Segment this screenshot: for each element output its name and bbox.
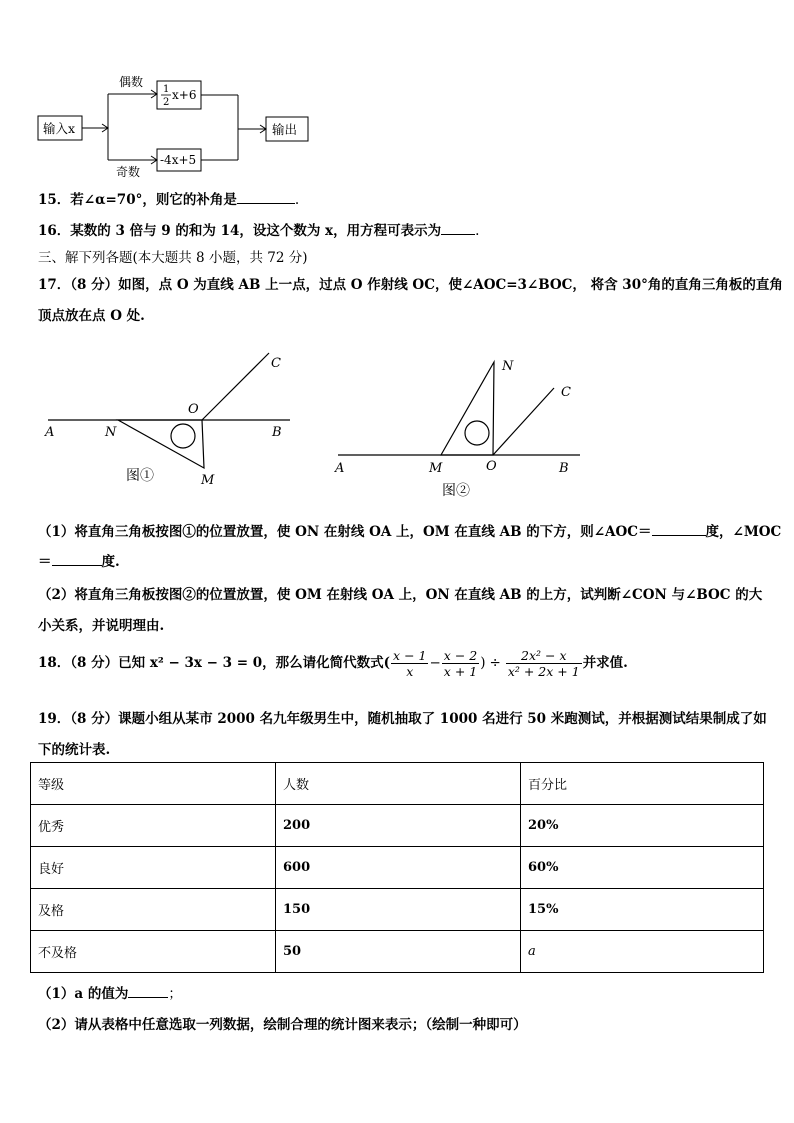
q16-text: 16．某数的 3 倍与 9 的和为 14，设这个数为 x，用方程可表示为 (38, 223, 442, 239)
q17-line1: 17．（8 分）如图，点 O 为直线 AB 上一点，过点 O 作射线 OC，使∠AOC=3∠BOC， 将含 30°角的直角三角板的直角 (38, 277, 783, 293)
table-header-row (31, 763, 764, 805)
fraction-3-num: 2x² − x (506, 648, 582, 664)
q17-part1-end: 度. (101, 554, 120, 570)
section-header: 三、解下列各题(本大题共 8 小题，共 72 分) (38, 250, 308, 266)
label-b: B (559, 461, 569, 476)
q17-blank-moc (52, 552, 102, 566)
cell-count: 600 (276, 847, 521, 889)
q15-text: 15．若∠α=70°，则它的补角是 (38, 192, 237, 208)
cell-percent: 15% (521, 889, 764, 931)
q18-close: ) (480, 655, 486, 671)
q19-part2: （2）请从表格中任意选取一列数据，绘制合理的统计图来表示；（绘制一种即可） (38, 1017, 527, 1033)
question-15 (38, 188, 299, 208)
q17-line2: 顶点放在点 O 处. (38, 308, 145, 324)
figure-1-caption: 图① (126, 468, 154, 484)
q18-div: ÷ (489, 655, 501, 671)
stats-table (30, 762, 764, 973)
q16-blank (441, 221, 475, 235)
label-c: C (561, 385, 571, 400)
question-16 (38, 219, 479, 239)
cell-grade: 良好 (31, 847, 276, 889)
q17-part1-mid: 度，∠MOC (705, 524, 782, 540)
header-percent: 百分比 (521, 763, 764, 805)
cell-grade: 优秀 (31, 805, 276, 847)
header-count: 人数 (276, 763, 521, 805)
ray-oc (202, 353, 269, 420)
q19-blank-a (128, 984, 168, 998)
q17-part2-line1: （2）将直角三角板按图②的位置放置，使 OM 在射线 OA 上，ON 在直线 AB 的上方，试判断∠CON 与∠BOC 的大 (38, 587, 763, 603)
triangle-hole (171, 424, 195, 448)
label-a: A (335, 461, 345, 476)
table-row (31, 847, 764, 889)
figure-2-caption: 图② (442, 483, 470, 499)
fraction-1 (391, 648, 428, 679)
q19-line1: 19．（8 分）课题小组从某市 2000 名九年级男生中，随机抽取了 1000 名进行 50 米跑测试，并根据测试结果制成了如 (38, 711, 767, 727)
q15-suffix: . (294, 192, 300, 208)
label-n: N (502, 359, 514, 374)
q18-suffix: 并求值. (582, 655, 628, 671)
q17-part1-eq: ＝ (38, 554, 52, 570)
output-label: 输出 (272, 122, 298, 137)
box1-rest: x+6 (172, 88, 197, 102)
cell-percent: 20% (521, 805, 764, 847)
triangle-hole (465, 421, 489, 445)
header-grade: 等级 (31, 763, 276, 805)
q19-part1 (38, 982, 182, 1002)
fraction-2-num: x − 2 (443, 648, 478, 663)
cell-count: 200 (276, 805, 521, 847)
figure-2 (330, 350, 590, 505)
input-label: 输入x (43, 121, 76, 136)
q19-line2: 下的统计表. (38, 742, 111, 758)
q16-suffix: . (475, 223, 480, 239)
cell-grade: 不及格 (31, 931, 276, 973)
even-label: 偶数 (119, 75, 144, 89)
label-m: M (429, 461, 443, 476)
fraction-3 (506, 648, 582, 679)
label-c: C (271, 356, 281, 371)
q18-minus: − (429, 655, 441, 671)
box1-num: 1 (163, 84, 170, 95)
question-18 (38, 648, 628, 679)
cell-count: 50 (276, 931, 521, 973)
q19-part1-text: （1）a 的值为 (38, 986, 129, 1002)
label-m: M (201, 473, 215, 488)
q15-blank (237, 190, 295, 204)
fraction-1-den: x (406, 664, 414, 679)
label-b: B (272, 425, 282, 440)
cell-percent: 60% (521, 847, 764, 889)
cell-percent: a (521, 931, 764, 973)
figure-1 (38, 340, 298, 490)
table-row (31, 889, 764, 931)
box2-text: -4x+5 (160, 153, 197, 167)
fraction-2-den: x + 1 (443, 664, 478, 679)
q17-part2-line2: 小关系，并说明理由. (38, 618, 165, 634)
label-a: A (45, 425, 55, 440)
q17-part1-line2 (38, 550, 120, 570)
box1-den: 2 (163, 97, 170, 108)
flowchart (30, 70, 330, 180)
fraction-2 (442, 648, 479, 679)
odd-label: 奇数 (116, 165, 141, 179)
label-o: O (188, 402, 199, 417)
q17-part1-text: （1）将直角三角板按图①的位置放置，使 ON 在射线 OA 上，OM 在直线 AB 的下方，则∠AOC＝ (38, 524, 652, 540)
table-row (31, 931, 764, 973)
label-n: N (105, 425, 117, 440)
q17-blank-aoc (652, 522, 706, 536)
cell-count: 150 (276, 889, 521, 931)
table-row (31, 805, 764, 847)
q17-part1-line1 (38, 520, 781, 540)
q19-part1-suffix: ； (168, 986, 182, 1002)
q18-prefix: 18．（8 分）已知 x² − 3x − 3 = 0，那么请化简代数式( (38, 655, 391, 671)
cell-grade: 及格 (31, 889, 276, 931)
fraction-3-den: x² + 2x + 1 (507, 664, 580, 679)
ray-oc (493, 388, 554, 455)
label-o: O (486, 459, 497, 474)
fraction-1-num: x − 1 (393, 648, 427, 663)
